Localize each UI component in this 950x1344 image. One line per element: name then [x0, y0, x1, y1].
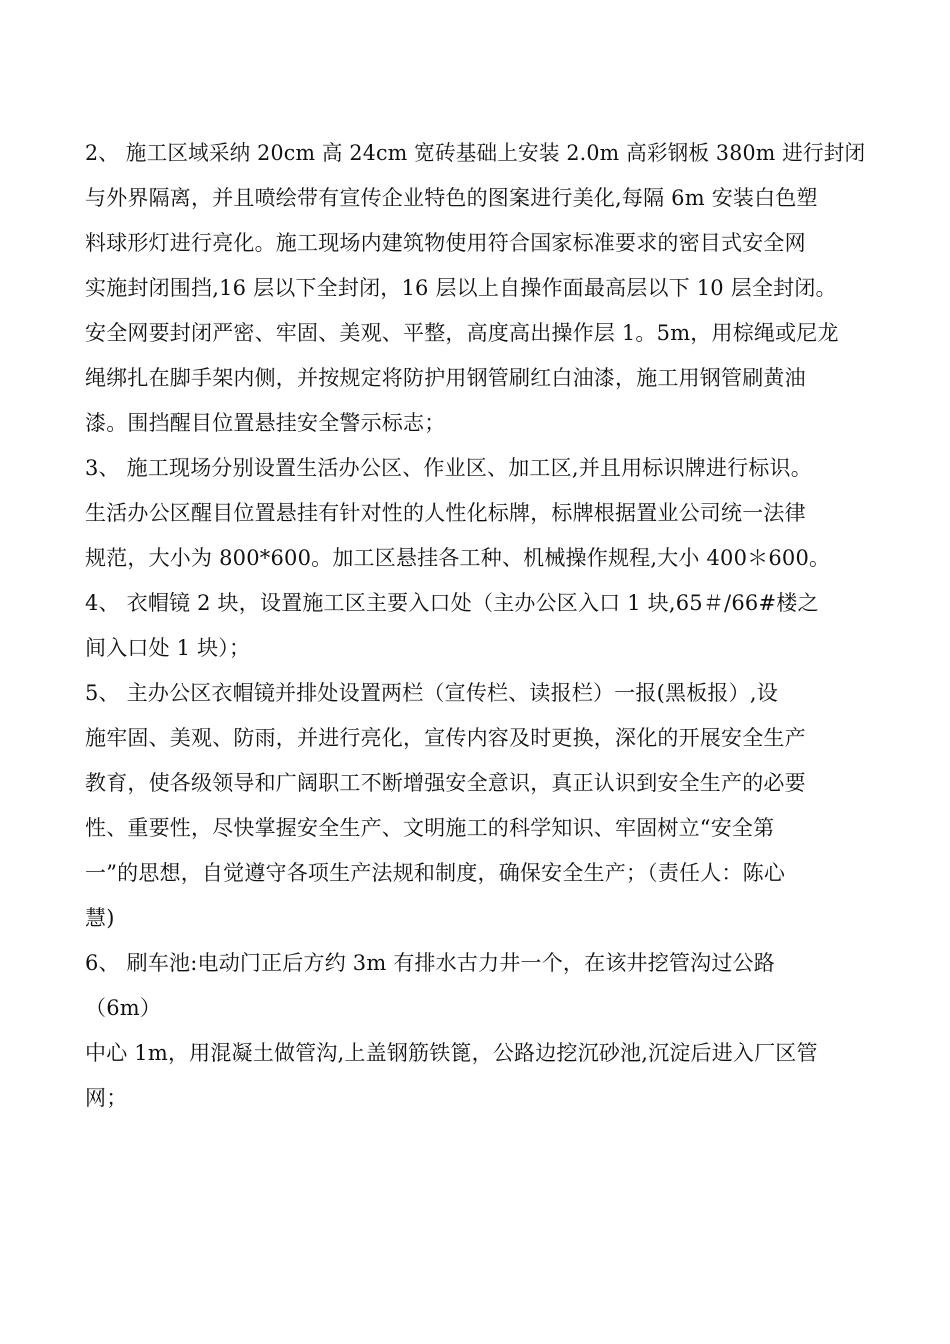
- text-line: 绳绑扎在脚手架内侧，并按规定将防护用钢管刷红白油漆，施工用钢管刷黄油: [85, 366, 806, 390]
- text-line: 间入口处 1 块）；: [85, 636, 251, 660]
- text-line: 施牢固、美观、防雨，并进行亮化，宣传内容及时更换，深化的开展安全生产: [85, 726, 806, 750]
- text-line: 规范，大小为 800*600。加工区悬挂各工种、机械操作规程,大小 400＊600。: [85, 546, 831, 570]
- text-line: 实施封闭围挡,16 层以下全封闭，16 层以上自操作面最高层以下 10 层全封闭。: [85, 276, 837, 300]
- text-line: 生活办公区醒目位置悬挂有针对性的人性化标牌，标牌根据置业公司统一法律: [85, 501, 806, 525]
- text-line: 教育，使各级领导和广阔职工不断增强安全意识，真正认识到安全生产的必要: [85, 771, 806, 795]
- text-line: 一”的思想，自觉遵守各项生产法规和制度，确保安全生产；（责任人：陈心: [85, 861, 786, 885]
- text-line: 6、 刷车池:电动门正后方约 3m 有排水古力井一个，在该井挖管沟过公路: [85, 951, 775, 975]
- text-line: 3、 施工现场分别设置生活办公区、作业区、加工区,并且用标识牌进行标识。: [85, 456, 812, 480]
- text-line: 料球形灯进行亮化。施工现场内建筑物使用符合国家标准要求的密目式安全网: [85, 231, 806, 255]
- text-line: 中心 1m，用混凝土做管沟,上盖钢筋铁篦，公路边挖沉砂池,沉淀后进入厂区管: [85, 1041, 818, 1065]
- text-line: 5、 主办公区衣帽镜并排处设置两栏（宣传栏、读报栏）一报(黑板报）,设: [85, 681, 778, 705]
- text-line: 安全网要封闭严密、牢固、美观、平整，高度高出操作层 1。5m，用棕绳或尼龙: [85, 321, 839, 345]
- text-line: 4、 衣帽镜 2 块，设置施工区主要入口处（主办公区入口 1 块,65＃/66#楼之: [85, 591, 819, 615]
- text-line: 2、 施工区域采纳 20cm 高 24cm 宽砖基础上安装 2.0m 高彩钢板 380m 进行封闭: [85, 141, 866, 165]
- text-line: 漆。围挡醒目位置悬挂安全警示标志；: [85, 411, 446, 435]
- text-line: 网；: [85, 1086, 128, 1110]
- text-line: 性、重要性，尽快掌握安全生产、文明施工的科学知识、牢固树立“安全第: [85, 816, 775, 840]
- text-line: （6m）: [85, 996, 162, 1020]
- text-line: 与外界隔离，并且喷绘带有宣传企业特色的图案进行美化,每隔 6m 安装白色塑: [85, 186, 818, 210]
- text-line: 慧): [85, 906, 115, 930]
